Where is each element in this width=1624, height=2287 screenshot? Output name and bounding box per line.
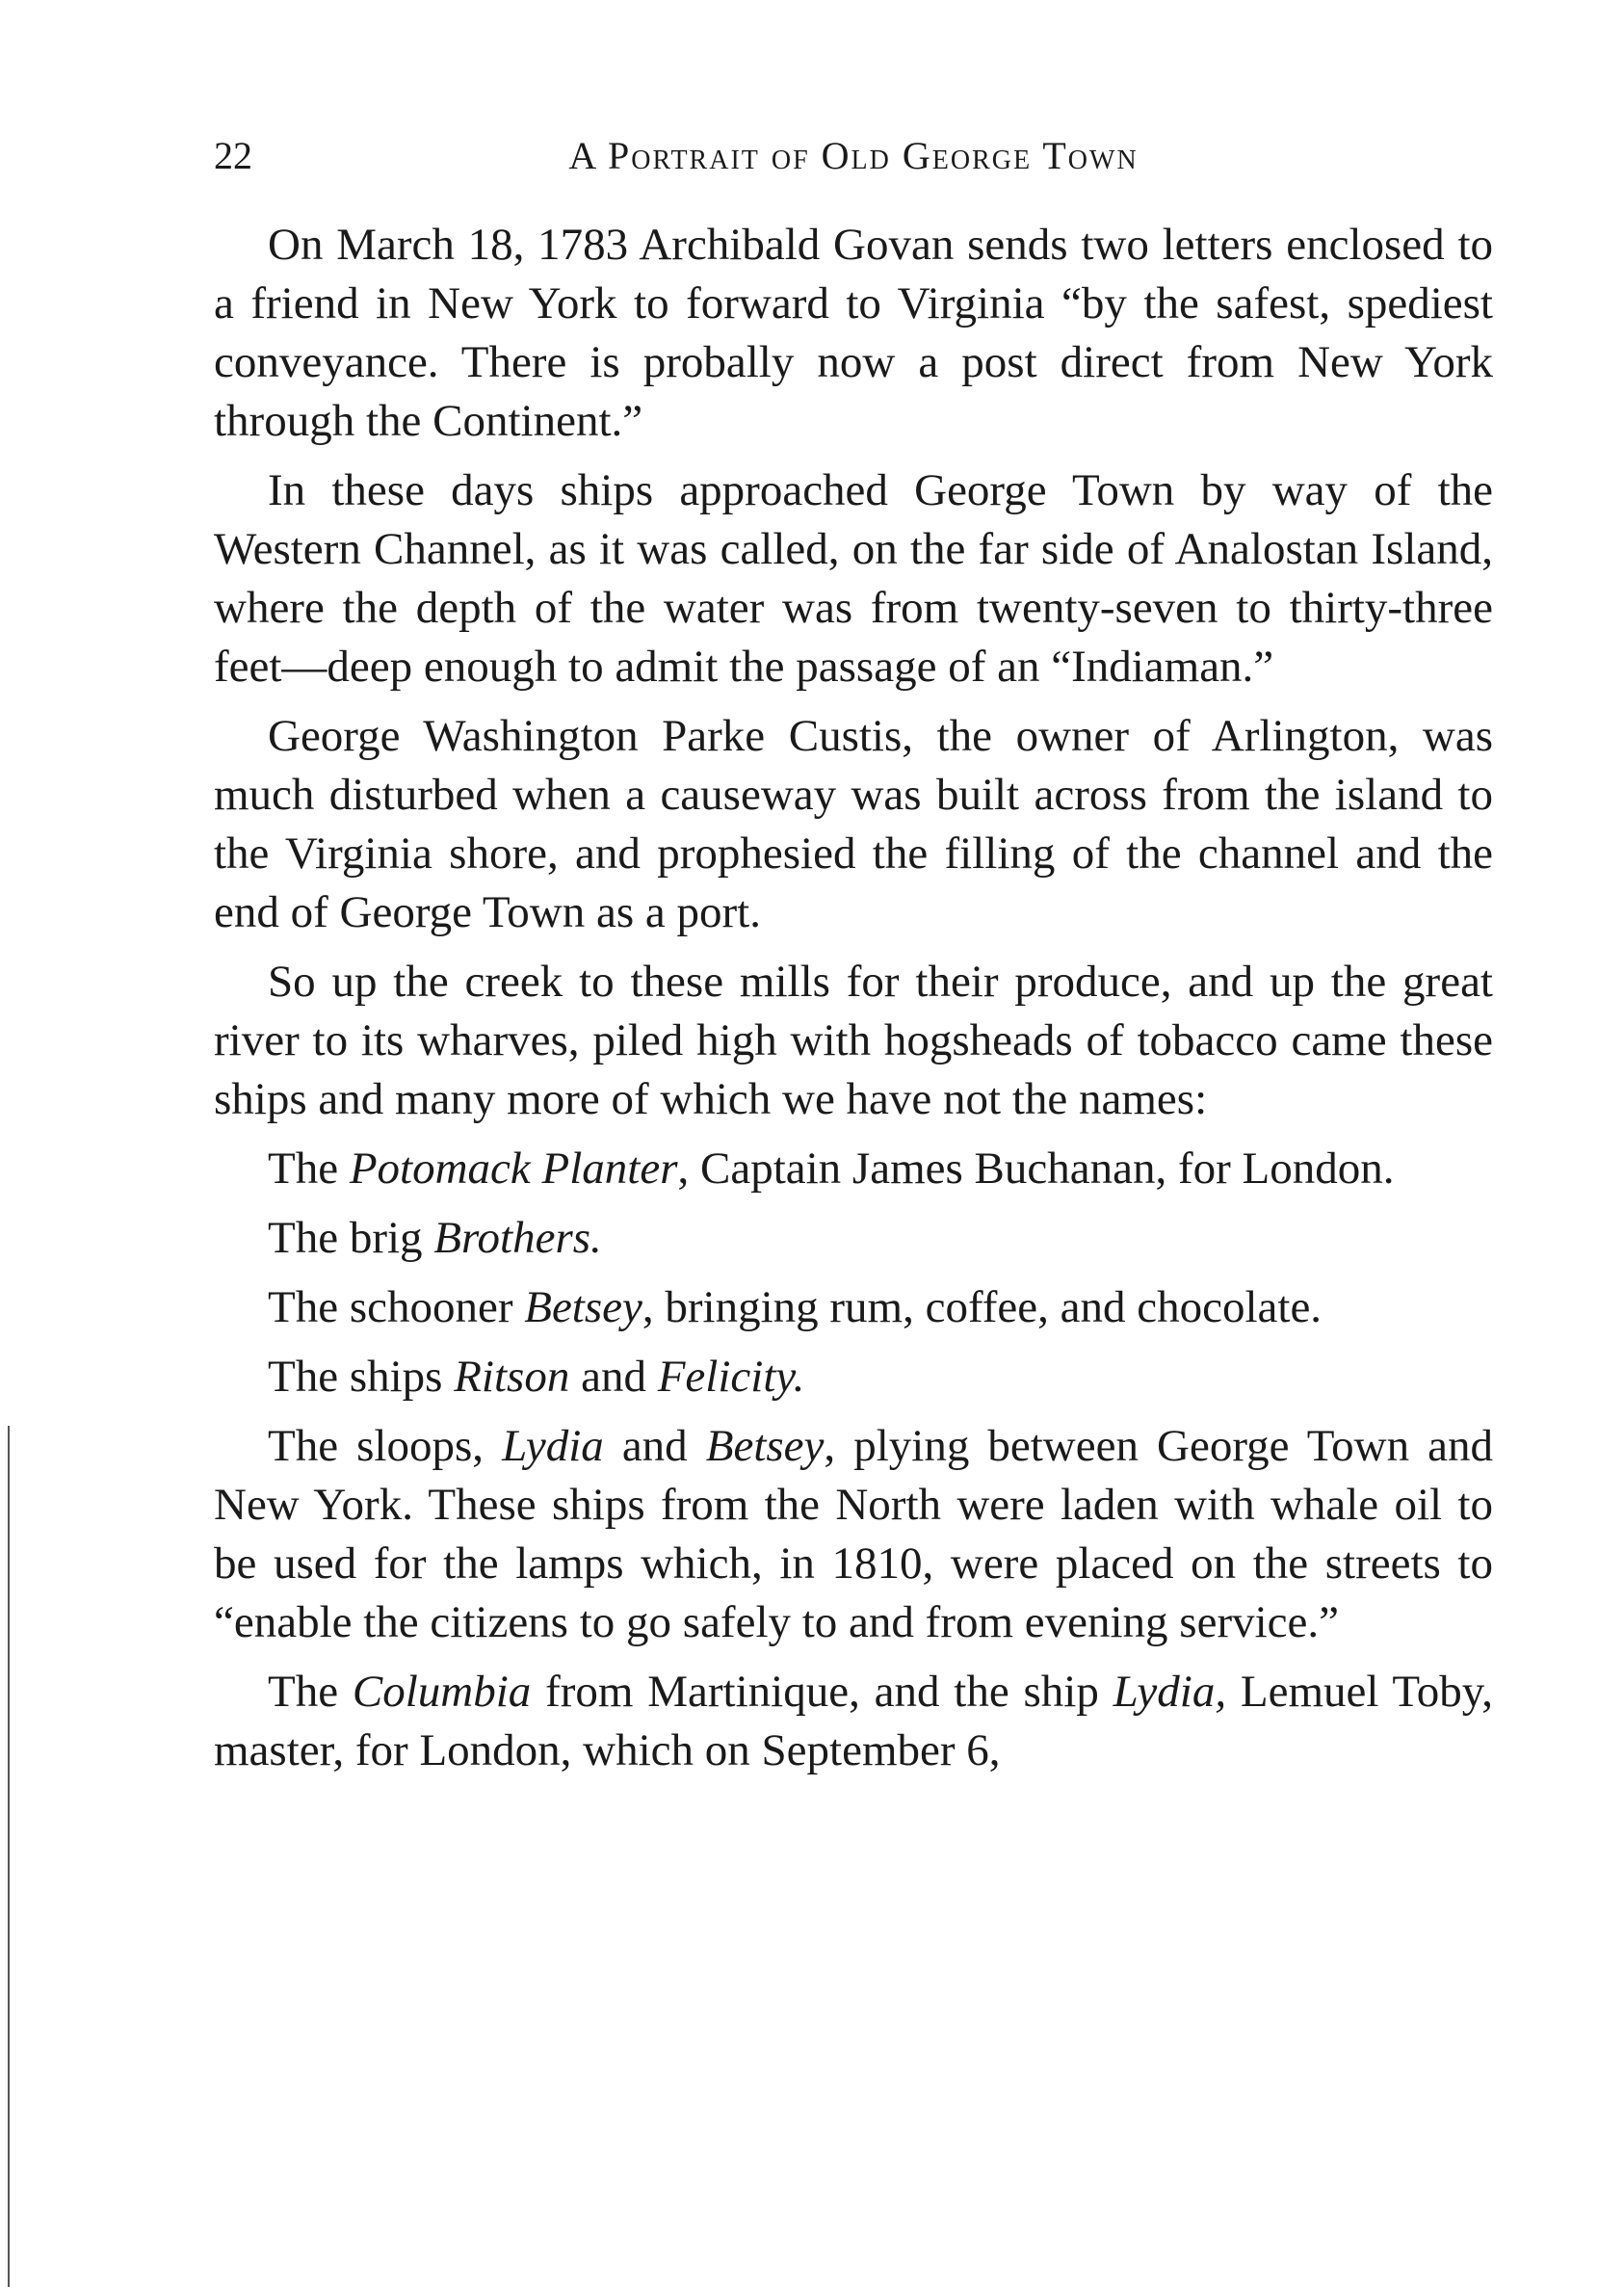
paragraph-western-channel: In these days ships approached George Town by way of the Western Channel, as it was called, on the far side of Analostan Island, where the depth of the water was from twenty-seven to thirty-three feet—deep enough to admit the passage of an “Indiaman.”	[214, 465, 1493, 692]
ship-name: Brothers.	[433, 1213, 602, 1263]
paragraph-potomack-planter	[214, 1140, 1493, 1198]
paragraph-ritson-felicity	[214, 1348, 1493, 1406]
paragraph-brig-brothers	[214, 1209, 1493, 1268]
text-run: Lemuel Toby, master, for London, which on September 6,	[214, 1667, 1493, 1775]
ship-name: Betsey	[705, 1421, 825, 1471]
text-run: The	[268, 1667, 353, 1717]
text-run: , Captain James Buchanan, for London.	[677, 1144, 1395, 1194]
ship-name: Columbia	[352, 1667, 532, 1717]
text-run: The brig	[268, 1213, 434, 1263]
running-title: A Portrait of Old George Town	[568, 134, 1139, 177]
text-run: and	[603, 1421, 706, 1471]
ship-name: Felicity.	[657, 1352, 805, 1402]
ship-name: Ritson	[454, 1352, 570, 1402]
text-run: The sloops,	[268, 1421, 503, 1471]
text-run: , bringing rum, coffee, and chocolate.	[642, 1282, 1323, 1332]
text-run: , plying between George Town and New York. These ships from the North were laden with whale oil to be used for the lamps which, in 1810, were placed on the streets to “enable the citizens to go safely to and from evening service.”	[214, 1421, 1493, 1647]
text-run: and	[569, 1352, 658, 1402]
paragraph-govan-letters: On March 18, 1783 Archibald Govan sends two letters enclosed to a friend in New York to forward to Virginia “by the safest, spediest conveyance. There is probally now a post direct from New York through the Continent.”	[214, 220, 1493, 446]
running-head	[214, 127, 1493, 185]
paragraph-custis-causeway: George Washington Parke Custis, the owner of Arlington, was much disturbed when a causeway was built across from the island to the Virginia shore, and prophesied the filling of the channel and the end of George Town as a port.	[214, 711, 1493, 937]
ship-name: Betsey	[524, 1282, 642, 1332]
paragraph-columbia	[214, 1663, 1493, 1780]
ship-name: Lydia,	[1113, 1667, 1227, 1717]
text-run: The	[268, 1144, 350, 1194]
paragraph-ships-intro: So up the creek to these mills for their produce, and up the great river to its wharves, piled high with hogsheads of tobacco came these ships and many more of which we have not the names:	[214, 957, 1493, 1124]
text-run: The schooner	[268, 1282, 525, 1332]
paragraph-schooner-betsey	[214, 1278, 1493, 1337]
text-run: The ships	[268, 1352, 455, 1402]
text-run: from Martinique, and the ship	[531, 1667, 1113, 1717]
ship-name: Lydia	[502, 1421, 604, 1471]
paragraph-sloops	[214, 1417, 1493, 1652]
body-text	[214, 216, 1493, 1791]
scan-margin-line	[8, 1426, 10, 2287]
page-number: 22	[214, 134, 252, 177]
ship-name: Potomack Planter	[349, 1144, 678, 1194]
